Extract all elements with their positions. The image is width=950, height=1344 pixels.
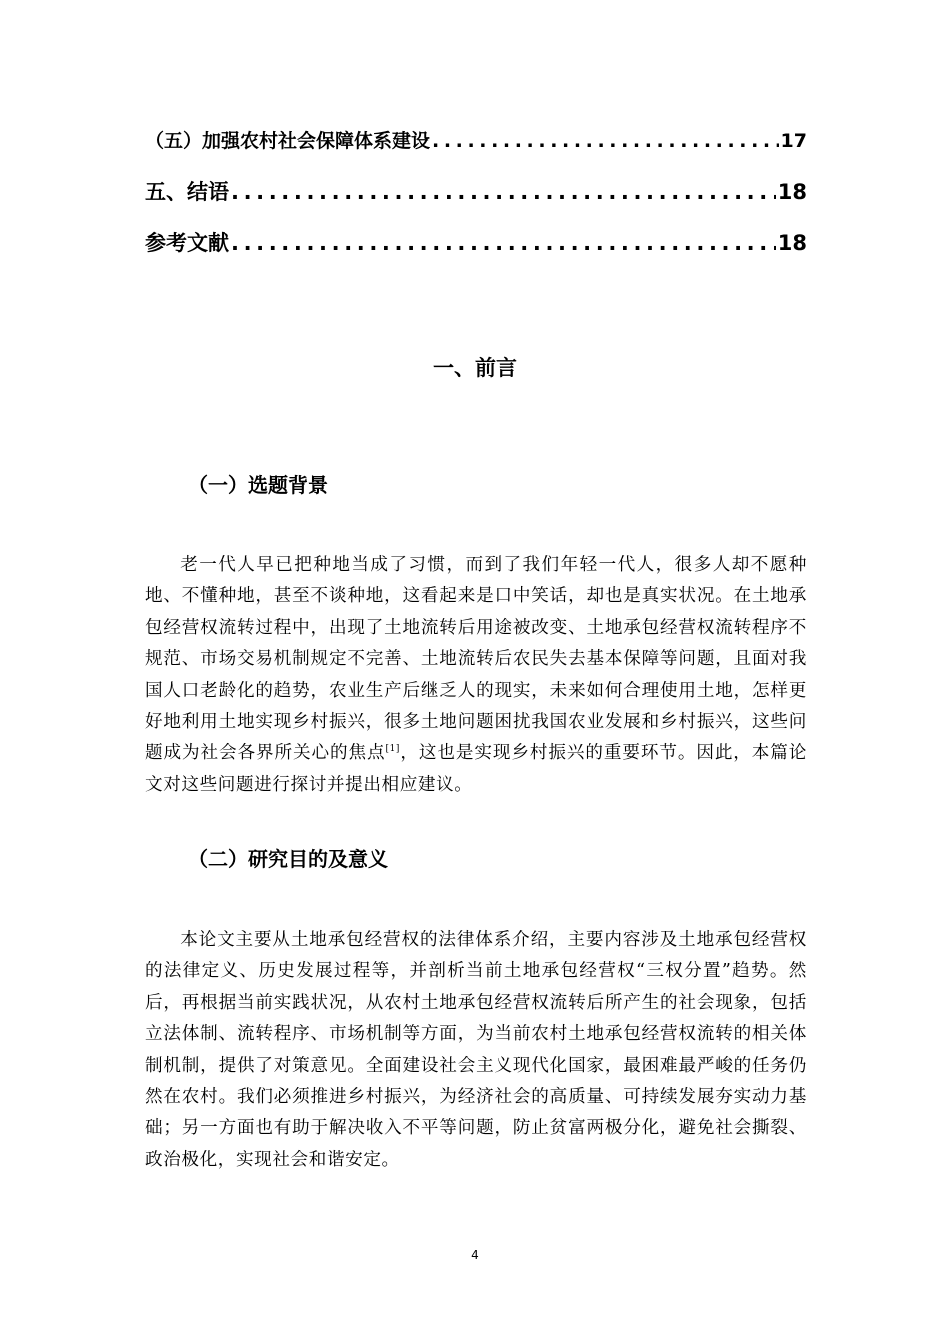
toc-entry-title: （五）加强农村社会保障体系建设 xyxy=(145,130,431,152)
paragraph-purpose: 本论文主要从土地承包经营权的法律体系介绍，主要内容涉及土地承包经营权的法律定义、历史发展过程等，并剖析当前土地承包经营权“三权分置”趋势。然后，再根据当前实践状况，从农村土地承包经营权流转后所产生的社会现象，包括立法体制、流转程序、市场机制等方面，为当前农村土地承包经营权流转的相关体制机制，提供了对策意见。全面建设社会主义现代化国家，最困难最严峻的任务仍然在农村。我们必须推进乡村振兴，为经济社会的高质量、可持续发展夯实动力基础；另一方面也有助于解决收入不平等问题，防止贫富两极分化，避免社会撕裂、政治极化，实现社会和谐安定。 xyxy=(145,930,807,1170)
toc-entry[interactable] xyxy=(145,227,807,261)
toc-entry-page: 17 xyxy=(780,130,807,152)
toc-dot-leader xyxy=(229,180,776,204)
toc-entry-page: 18 xyxy=(777,180,807,204)
page-number: 4 xyxy=(471,1248,479,1262)
citation-marker[interactable]: [1] xyxy=(385,744,401,755)
toc-entry-title: 五、结语 xyxy=(145,180,229,204)
toc-entry-page: 18 xyxy=(777,231,807,255)
toc-entry[interactable] xyxy=(145,126,807,160)
toc-entry[interactable] xyxy=(145,176,807,210)
paragraph-background xyxy=(145,550,807,801)
toc-entry-title: 参考文献 xyxy=(145,231,229,255)
subsection-heading-purpose: （二）研究目的及意义 xyxy=(188,847,388,871)
toc-dot-leader xyxy=(430,130,779,152)
subsection-heading-background: （一）选题背景 xyxy=(188,473,328,497)
paragraph-text: ，这也是实现乡村振兴的重要环节。因此，本篇论文对这些问题进行探讨并提出相应建议。 xyxy=(145,743,807,795)
paragraph-text: 老一代人早已把种地当成了习惯，而到了我们年轻一代人，很多人却不愿种地、不懂种地，甚至不谈种地，这看起来是口中笑话，却也是真实状况。在土地承包经营权流转过程中，出现了土地流转后用途被改变、土地承包经营权流转程序不规范、市场交易机制规定不完善、土地流转后农民失去基本保障等问题，且面对我国人口老龄化的趋势，农业生产后继乏人的现实，未来如何合理使用土地，怎样更好地利用土地实现乡村振兴，很多土地问题困扰我国农业发展和乡村振兴，这些问题成为社会各界所关心的焦点 xyxy=(145,555,807,764)
section-heading: 一、前言 xyxy=(433,356,517,380)
toc-dot-leader xyxy=(229,231,776,255)
